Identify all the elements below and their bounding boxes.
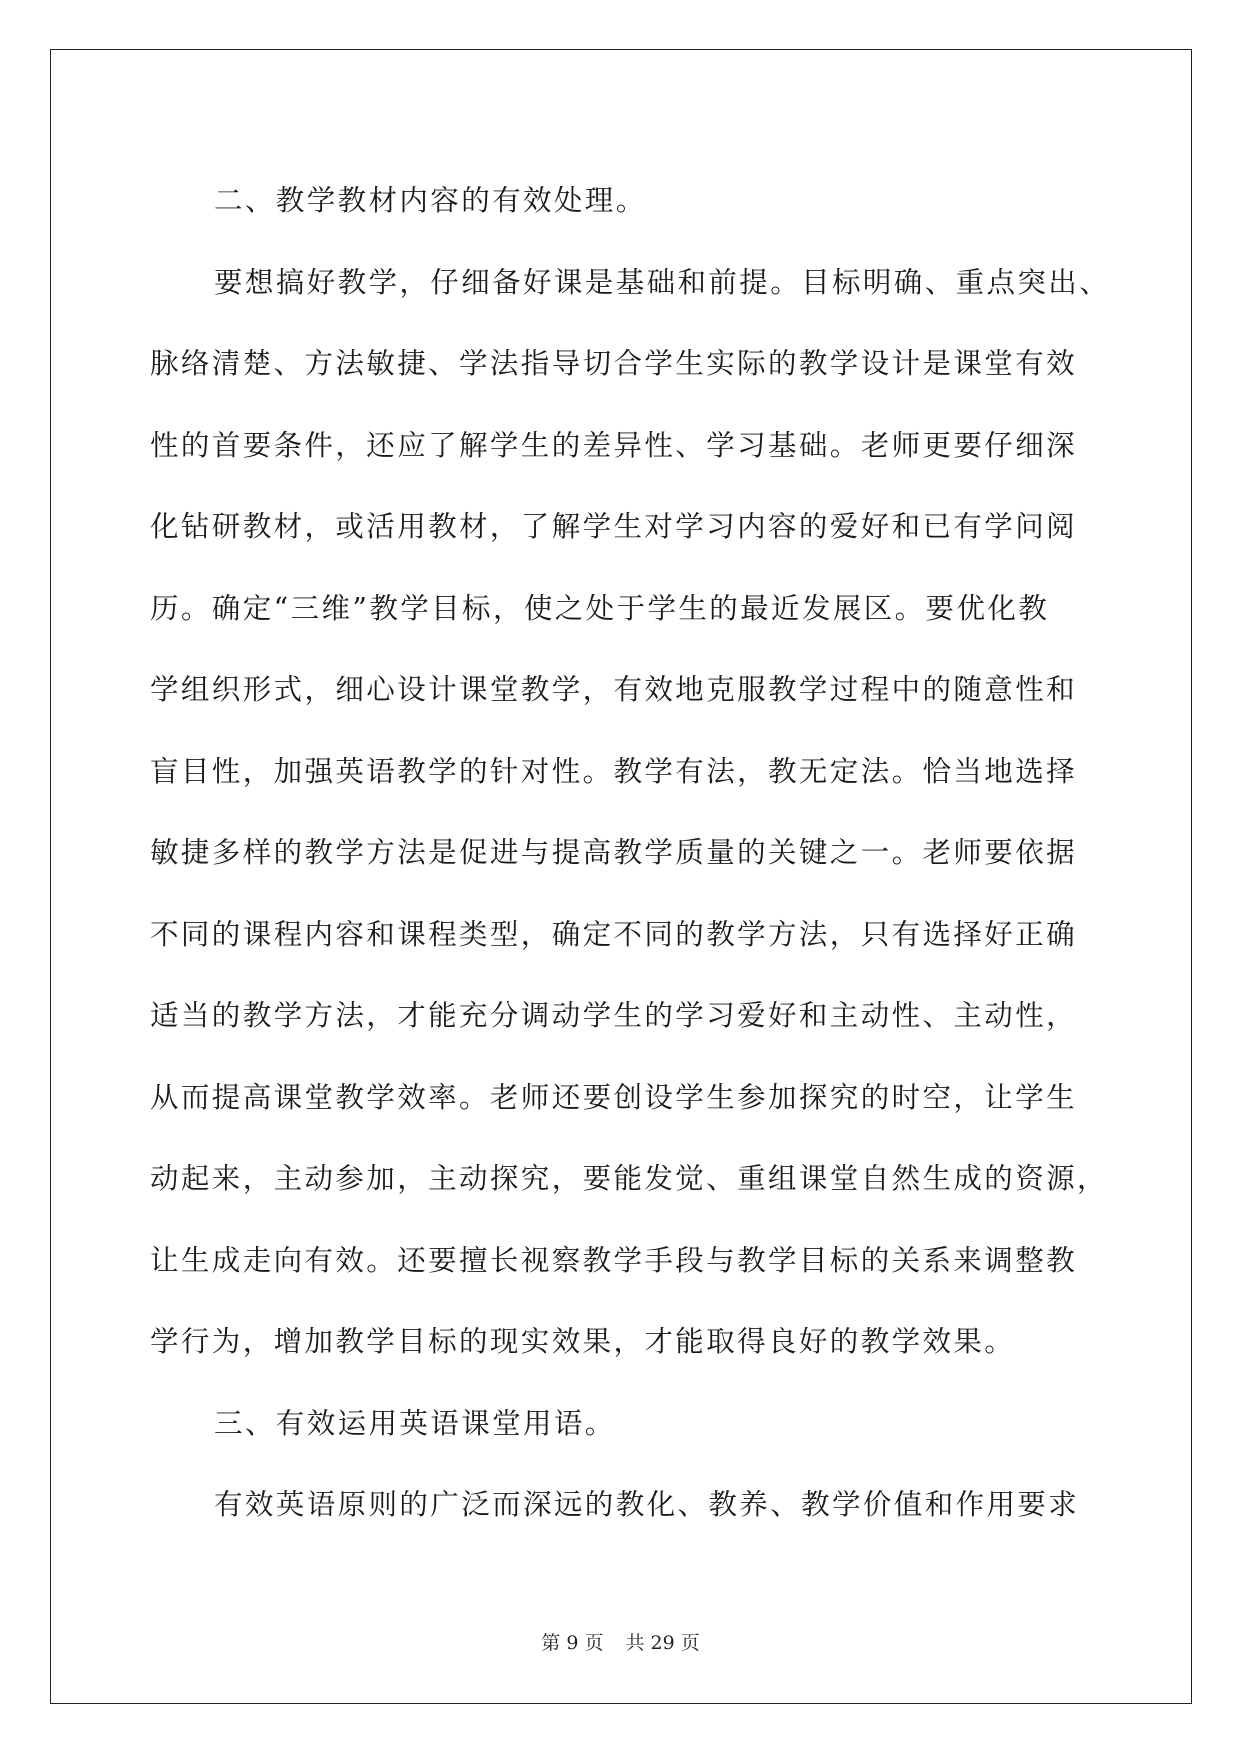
body-line: 盲目性，加强英语教学的针对性。教学有法，教无定法。恰当地选择: [150, 754, 1078, 788]
page-total: 共 29 页: [625, 1632, 700, 1654]
section-heading-2: 二、教学教材内容的有效处理。: [214, 184, 647, 217]
body-line: 化钻研教材，或活用教材，了解学生对学习内容的爱好和已有学问阅: [150, 510, 1078, 543]
body-line: 让生成走向有效。还要擅长视察教学手段与教学目标的关系来调整教: [150, 1243, 1078, 1277]
body-line: 有效英语原则的广泛而深远的教化、教养、教学价值和作用要求: [214, 1488, 1080, 1521]
body-line: 脉络清楚、方法敏捷、学法指导切合学生实际的教学设计是课堂有效: [150, 347, 1078, 380]
body-line: 学行为，增加教学目标的现实效果，才能取得良好的教学效果。: [150, 1325, 1016, 1358]
page-footer: [0, 1628, 1241, 1655]
body-line: 从而提高课堂教学效率。老师还要创设学生参加探究的时空，让学生: [150, 1080, 1078, 1114]
body-line: 要想搞好教学，仔细备好课是基础和前提。目标明确、重点突出、: [214, 265, 1111, 299]
body-line: 敏捷多样的教学方法是促进与提高教学质量的关键之一。老师要依据: [150, 836, 1078, 869]
page-number: 第 9 页: [541, 1632, 604, 1654]
body-line: 适当的教学方法，才能充分调动学生的学习爱好和主动性、主动性，: [150, 999, 1078, 1032]
body-line: 动起来，主动参加，主动探究，要能发觉、重组课堂自然生成的资源，: [150, 1162, 1108, 1195]
section-heading-3: 三、有效运用英语课堂用语。: [214, 1406, 616, 1440]
body-line: 不同的课程内容和课程类型，确定不同的教学方法，只有选择好正确: [150, 917, 1078, 951]
body-line: 历。确定“三维”教学目标，使之处于学生的最近发展区。要优化教: [150, 591, 1050, 625]
document-body: [150, 160, 1111, 1546]
body-line: 性的首要条件，还应了解学生的差异性、学习基础。老师更要仔细深: [150, 428, 1078, 462]
body-line: 学组织形式，细心设计课堂教学，有效地克服教学过程中的随意性和: [150, 673, 1078, 706]
